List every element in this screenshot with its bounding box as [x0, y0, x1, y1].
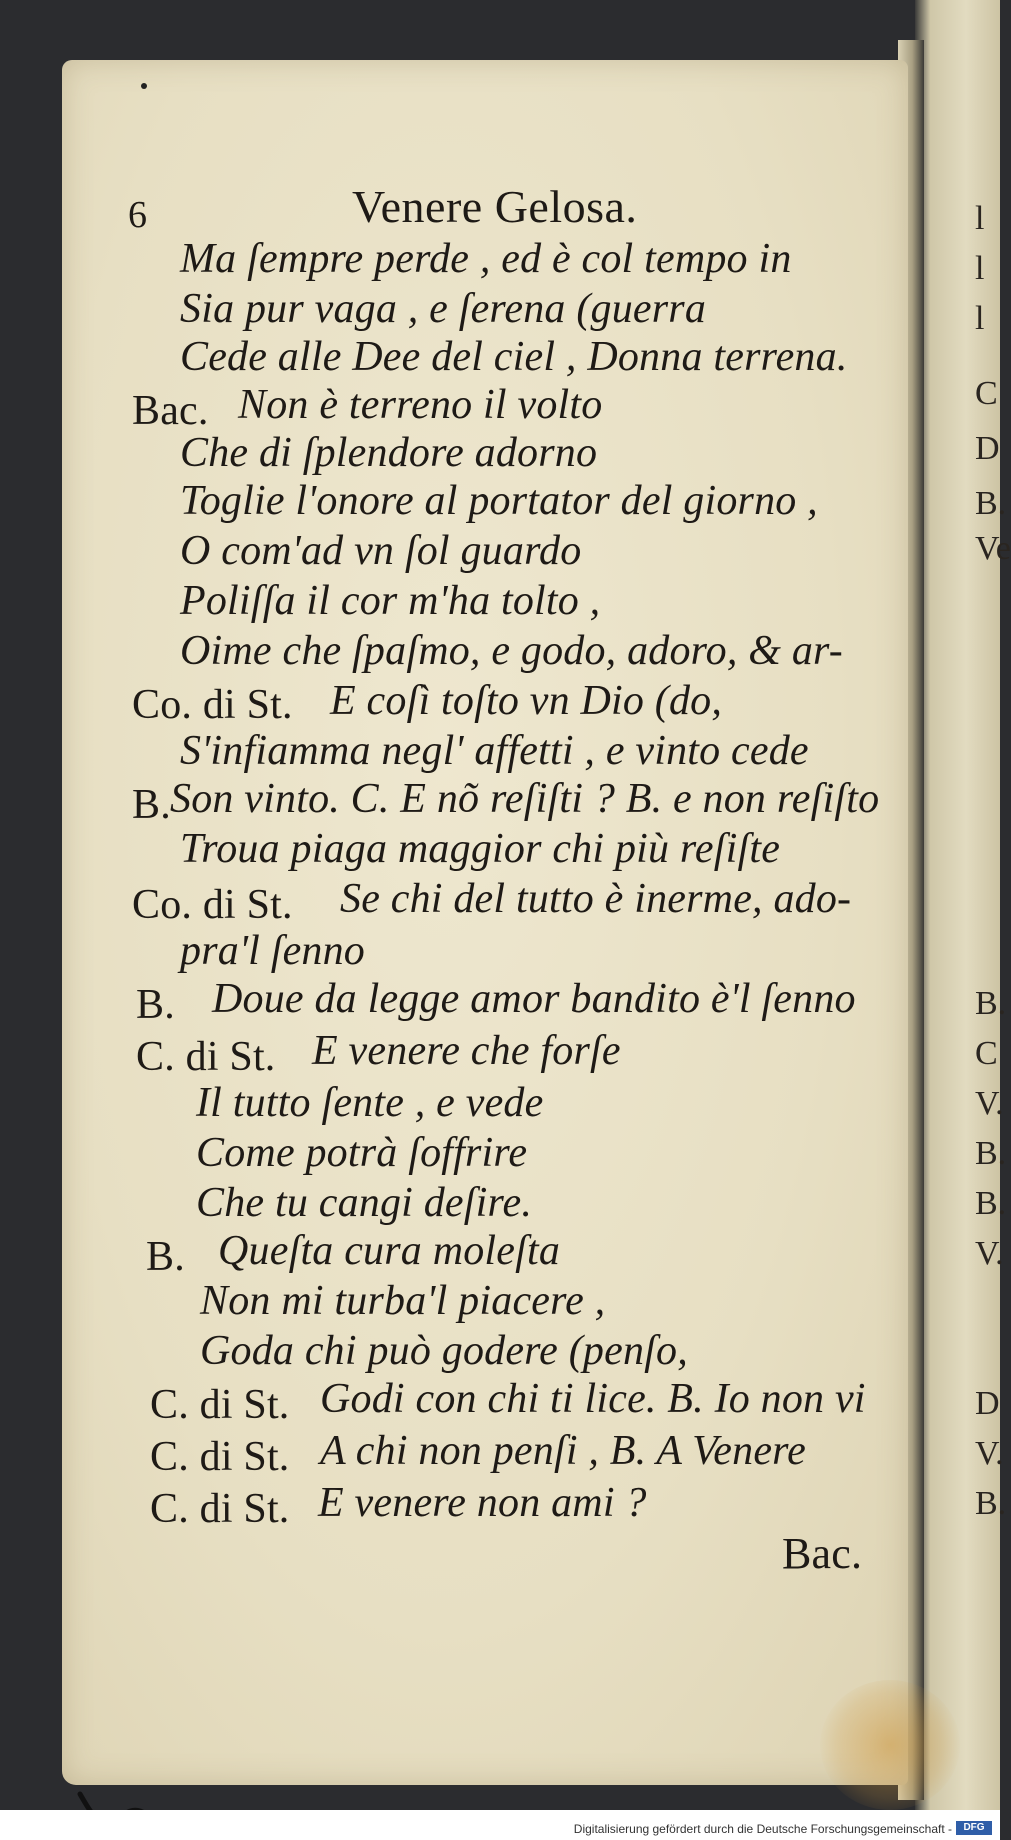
catchword: Bac. [782, 1529, 863, 1578]
line-text: Cede alle Dee del ciel , Donna terrena. [180, 334, 848, 380]
line-text: Godi con chi ti lice. B. Io non vi [320, 1376, 866, 1422]
line-text: Non mi turba'l piacere , [200, 1278, 606, 1324]
line-text: E venere non ami ? [318, 1480, 647, 1526]
adjacent-margin-text: B. [975, 1135, 1007, 1172]
speaker-label: C. di St. [150, 1434, 290, 1480]
adjacent-margin-text: B. [975, 985, 1007, 1022]
adjacent-margin-text: V. [975, 1235, 1004, 1272]
line-text: S'infiamma negl' affetti , e vinto cede [180, 728, 809, 774]
adjacent-margin-text: Ve [975, 530, 1011, 567]
adjacent-margin-text: B. [975, 1185, 1007, 1222]
line-text: Sia pur vaga , e ſerena (guerra [180, 286, 707, 332]
adjacent-page-edge [915, 0, 1011, 1810]
speaker-label: B. [132, 782, 171, 828]
speaker-label: B. [136, 982, 175, 1028]
line-text: Il tutto ſente , e vede [196, 1080, 544, 1126]
page-number: 6 [128, 194, 148, 236]
line-text: Non è terreno il volto [238, 382, 603, 428]
line-text: Poliſſa il cor m'ha tolto , [180, 578, 601, 624]
line-text: Goda chi può godere (penſo, [200, 1328, 688, 1374]
speaker-label: C. di St. [150, 1486, 290, 1532]
line-text: Son vinto. C. E nõ reſiſti ? B. e non reſiſto [170, 776, 880, 822]
line-text: Che di ſplendore adorno [180, 430, 598, 476]
speaker-label: B. [146, 1234, 185, 1280]
line-text: pra'l ſenno [180, 928, 366, 974]
adjacent-margin-text: l [975, 250, 985, 287]
running-title: Venere Gelosa. [352, 181, 638, 232]
line-text: Toglie l'onore al portator del giorno , [180, 478, 818, 524]
adjacent-margin-text: l [975, 200, 985, 237]
adjacent-margin-text: B. [975, 485, 1007, 522]
line-text: E coſì toſto vn Dio (do, [330, 678, 723, 724]
line-text: A chi non penſi , B. A Venere [320, 1428, 806, 1474]
speaker-label: Co. di St. [132, 882, 293, 928]
speaker-label: Co. di St. [132, 682, 293, 728]
adjacent-margin-text: D [975, 1385, 1000, 1422]
adjacent-margin-text: B. [975, 1485, 1007, 1522]
line-text: E venere che forſe [312, 1028, 621, 1074]
adjacent-margin-text: l [975, 300, 985, 337]
digitization-credit: Digitalisierung gefördert durch die Deutsche Forschungsgemeinschaft - [573, 1822, 952, 1836]
speaker-label: Bac. [132, 388, 209, 434]
line-text: Che tu cangi deſire. [196, 1180, 533, 1226]
adjacent-margin-text: V. [975, 1435, 1004, 1472]
line-text: Troua piaga maggior chi più reſiſte [180, 826, 781, 872]
line-text: Se chi del tutto è inerme, ado- [340, 876, 852, 922]
adjacent-margin-text: C [975, 1035, 998, 1072]
line-text: Come potrà ſoffrire [196, 1130, 528, 1176]
line-text: O com'ad vn ſol guardo [180, 528, 582, 574]
adjacent-margin-text: D [975, 430, 1000, 467]
adjacent-margin-text: C [975, 375, 998, 412]
speaker-label: C. di St. [150, 1382, 290, 1428]
paper-stain [820, 1680, 960, 1810]
line-text: Ma ſempre perde , ed è col tempo in [180, 236, 792, 282]
ink-dot [141, 83, 147, 89]
adjacent-margin-text: V. [975, 1085, 1004, 1122]
dfg-logo: DFG [956, 1821, 992, 1835]
line-text: Doue da legge amor bandito è'l ſenno [212, 976, 856, 1022]
speaker-label: C. di St. [136, 1034, 276, 1080]
line-text: Queſta cura moleſta [218, 1228, 561, 1274]
line-text: Oime che ſpaſmo, e godo, adoro, & ar- [180, 628, 843, 674]
